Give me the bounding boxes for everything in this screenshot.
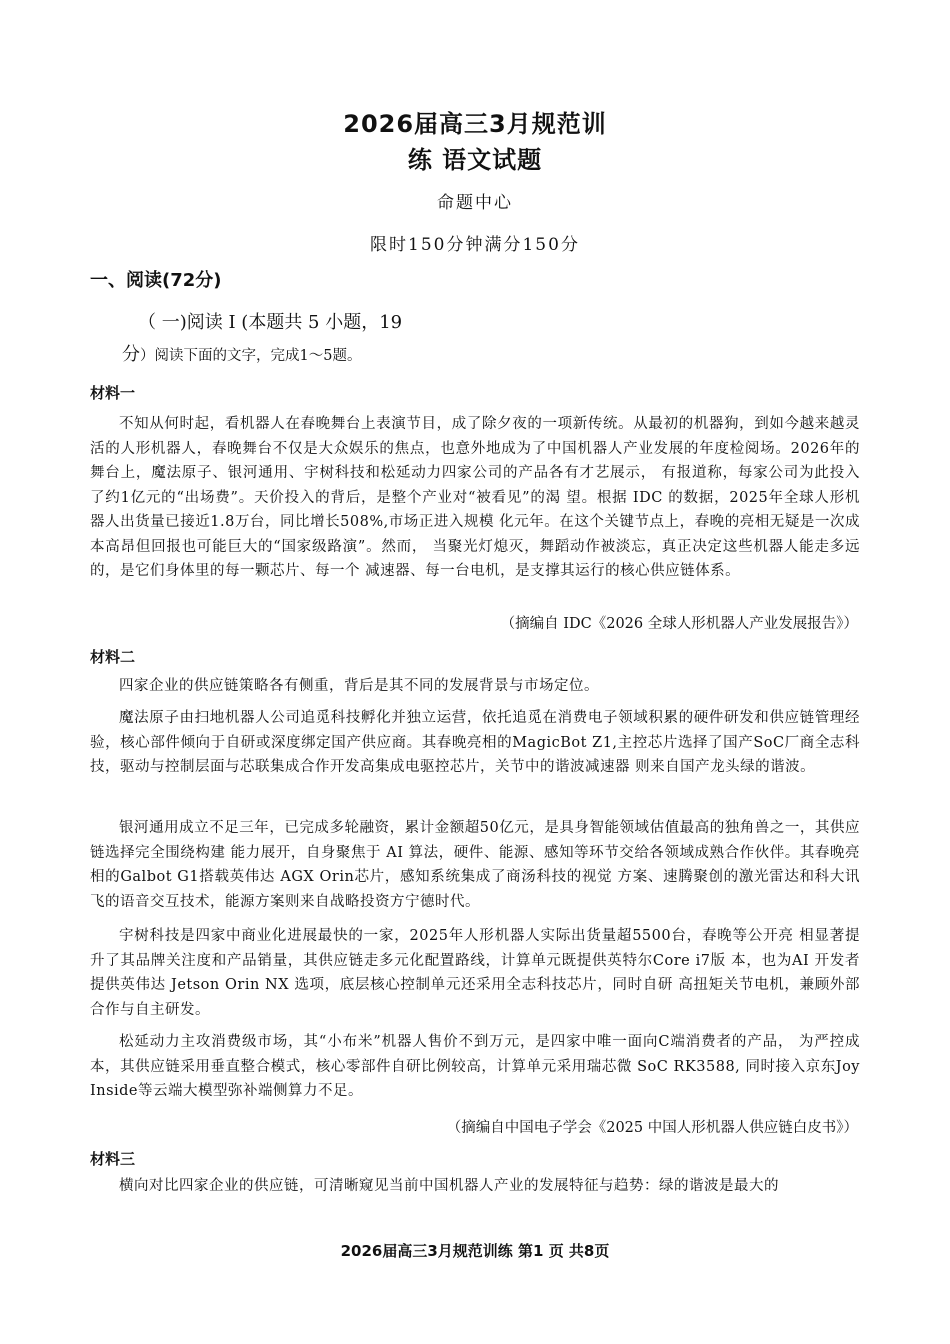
material2-label: 材料二: [90, 648, 136, 666]
material3-text: 横向对比四家企业的供应链，可清晰窥见当前中国机器人产业的发展特征与趋势：绿的谐波是最大的: [119, 1178, 779, 1194]
material1-text: 不知从何时起，看机器人在春晚舞台上表演节目，成了除夕夜的一项新传统。从最初的机器狗，到如今越来越灵活的人形机器人，春晚舞台不仅是大众娱乐的焦点，也意外地成为了中国机器人产业发展的年度检阅场。2026年的舞台上，魔法原子、银河通用、宇树科技和松延动力四家公司的产品各有才艺展示， 有报道称，每家公司为此投入了约1亿元的“出场费”。天价投入的背后，是整个产业对“被看见”的渴 望。根据 IDC 的数据，2025年全球人形机器人出货量已接近1.8万台，同比增长508%,市场正进入规模 化元年。在这个关键节点上，春晚的亮相无疑是一次成本高昂但回报也可能巨大的“国家级路演”。然而， 当聚光灯熄灭，舞蹈动作被淡忘，真正决定这些机器人能走多远的，是它们身体里的每一颗芯片、每一个 减速器、每一台电机，是支撑其运行的核心供应链体系。: [90, 416, 860, 579]
material1-source: （摘编自 IDC《2026 全球人形机器人产业发展报告》）: [500, 616, 858, 632]
exam-title-line1: 2026届高三3月规范训: [343, 110, 607, 138]
sub-heading-line2: [122, 340, 361, 366]
section-heading: 一、阅读(72分): [90, 270, 222, 291]
material2-paragraph: 宇树科技是四家中商业化进展最快的一家，2025年人形机器人实际出货量超5500台，春晚等公开亮 相显著提升了其品牌关注度和产品销量，其供应链走多元化配置路线，计算单元既提供英特尔Core i7版 本，也为AI 开发者提供英伟达 Jetson Orin NX 选项，底层核心控制单元还采用全志科技芯片，同时自研 高扭矩关节电机，兼顾外部合作与自主研发。: [90, 928, 860, 1018]
exam-title-line2: 练 语文试题: [407, 146, 543, 174]
page-footer: 2026届高三3月规范训练 第1 页 共8页: [340, 1242, 610, 1260]
sub-heading-instruction: ）阅读下面的文字，完成1～5题。: [140, 348, 362, 364]
material3-label: 材料三: [90, 1150, 136, 1168]
material2-paragraph: 四家企业的供应链策略各有侧重，背后是其不同的发展背景与市场定位。: [119, 678, 599, 694]
material2-paragraph: 魔法原子由扫地机器人公司追觅科技孵化并独立运营，依托追觅在消费电子领域积累的硬件研发和供应链管理经验，核心部件倾向于自研或深度绑定国产供应商。其春晚亮相的MagicBot Z1,主控芯片选择了国产SoC厂商全志科技，驱动与控制层面与芯联集成合作开发高集成电驱控芯片，关节中的谐波减速器 则来自国产龙头绿的谐波。: [90, 710, 860, 775]
sub-heading-line1: （ 一)阅读 I (本题共 5 小题，19: [138, 312, 403, 333]
sub-heading-score-unit: 分: [122, 344, 140, 365]
exam-time-info: 限时150分钟满分150分: [370, 235, 580, 255]
material1-label: 材料一: [90, 384, 136, 402]
material2-paragraph: 银河通用成立不足三年，已完成多轮融资，累计金额超50亿元，是具身智能领域估值最高的独角兽之一，其供应链选择完全围绕构建 能力展开，自身聚焦于 AI 算法，硬件、能源、感知等环节交给各领域成熟合作伙伴。其春晚亮相的Galbot G1搭载英伟达 AGX Orin芯片，感知系统集成了商汤科技的视觉 方案、速腾聚创的激光雷达和科大讯飞的语音交互技术，能源方案则来自战略投资方宁德时代。: [90, 820, 860, 910]
material2-paragraph: 松延动力主攻消费级市场，其“小布米”机器人售价不到万元，是四家中唯一面向C端消费者的产品， 为严控成本，其供应链采用垂直整合模式，核心零部件自研比例较高，计算单元采用瑞芯微 SoC RK3588, 同时接入京东Joy Inside等云端大模型弥补端侧算力不足。: [90, 1034, 860, 1099]
exam-author: 命题中心: [437, 193, 513, 213]
material2-source: （摘编自中国电子学会《2025 中国人形机器人供应链白皮书》）: [446, 1120, 858, 1136]
